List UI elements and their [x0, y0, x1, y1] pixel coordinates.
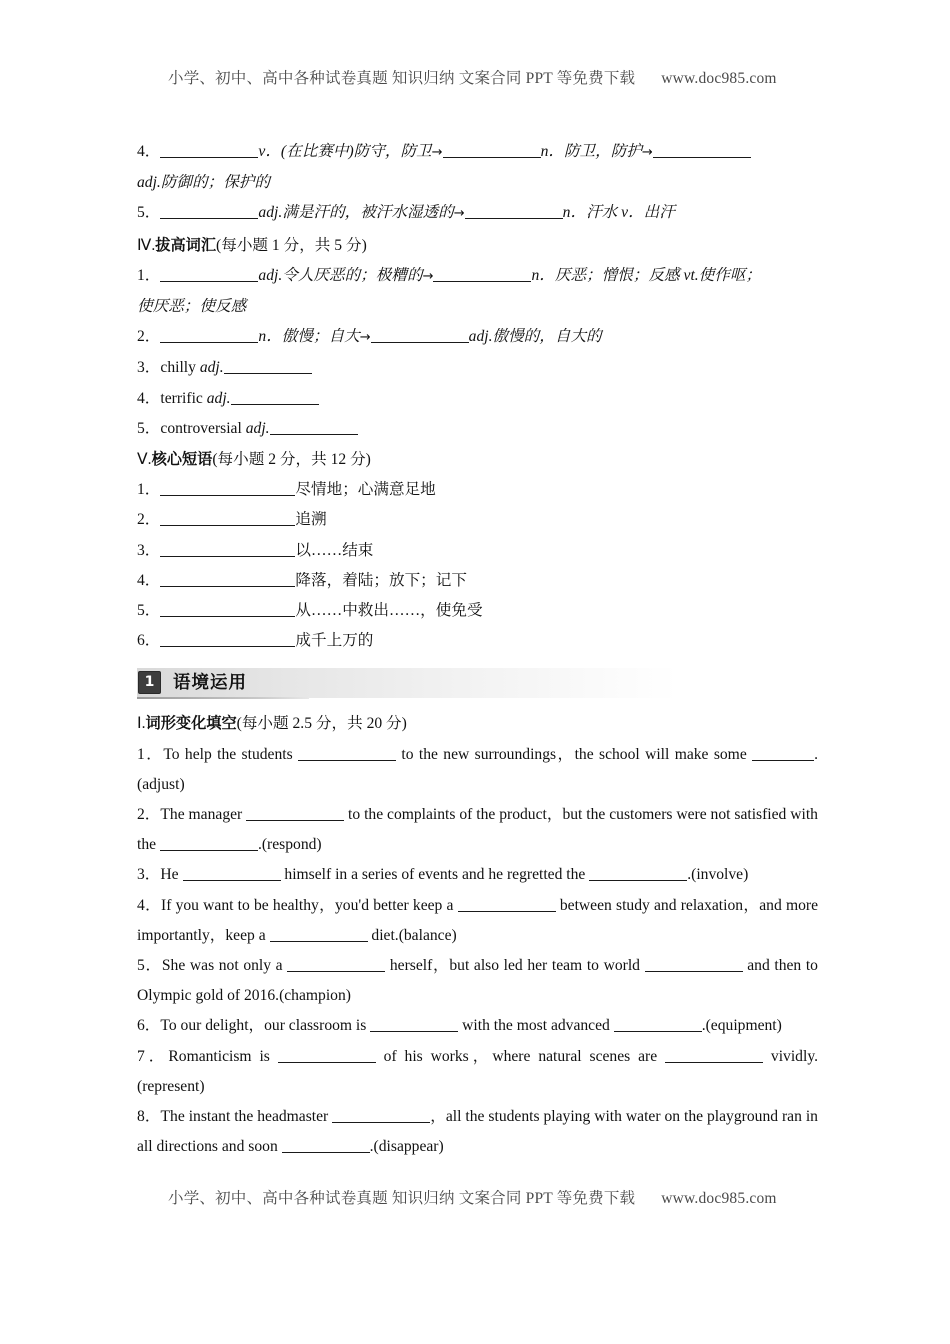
item-text: Romanticism is [168, 1047, 278, 1065]
vocab-item [137, 137, 818, 168]
item-pos: adj. [206, 389, 231, 407]
arrow-icon: → [641, 145, 653, 160]
section-roman: Ⅴ. [137, 451, 152, 469]
item-text: She was not only a [161, 957, 288, 975]
item-pos: adj. [245, 419, 270, 437]
arrow-icon: → [453, 206, 465, 222]
vocab-item [137, 384, 818, 414]
answer-blank[interactable] [653, 144, 751, 158]
item-text: with the most advanced [458, 1017, 614, 1035]
item-text: diet.(balance) [367, 926, 457, 944]
fill-item [137, 1042, 818, 1102]
section-heading-v [137, 444, 818, 475]
item-text: He [160, 866, 183, 884]
answer-blank[interactable] [665, 1049, 763, 1063]
fill-item [137, 891, 818, 951]
item-gloss: adj.满是汗的，被汗水湿透的 [258, 204, 454, 222]
answer-blank[interactable] [160, 633, 295, 647]
item-text: .(respond) [257, 836, 322, 854]
answer-blank[interactable] [160, 482, 295, 496]
item-text: .(disappear) [369, 1138, 444, 1156]
item-gloss: 以……结束 [295, 541, 374, 559]
item-gloss: 成千上万的 [295, 632, 374, 650]
running-header [168, 66, 777, 88]
answer-blank[interactable] [183, 867, 281, 881]
item-gloss: adj.令人厌恶的；极糟的 [258, 266, 423, 284]
item-number: 3． [137, 866, 161, 884]
item-gloss: n．防卫，防护 [540, 143, 642, 160]
vocab-item [137, 322, 818, 353]
running-header-text: 小学、初中、高中各种试卷真题 知识归纳 文案合同 PPT 等免费下载 [168, 70, 636, 87]
phrase-item [137, 626, 818, 656]
item-gloss: n．厌恶；憎恨；反感 vt.使作呕； [531, 266, 762, 284]
item-text: to the new surroundings，the school will make some [396, 745, 753, 763]
answer-blank[interactable] [370, 1018, 458, 1032]
vocab-item [137, 198, 818, 229]
answer-blank[interactable] [287, 958, 385, 972]
item-text: himself in a series of events and he regretted the [280, 866, 590, 884]
answer-blank[interactable] [160, 512, 295, 526]
item-gloss: n．傲慢；自大 [258, 328, 360, 346]
phrase-item [137, 536, 818, 566]
vocab-item [137, 261, 818, 292]
answer-blank[interactable] [298, 747, 396, 761]
item-word: chilly [160, 359, 200, 377]
item-text: To our delight，our classroom is [160, 1017, 371, 1035]
item-number: 4． [137, 571, 161, 589]
section-roman: Ⅰ. [137, 715, 146, 733]
item-number: 7． [137, 1047, 169, 1065]
arrow-icon: → [431, 145, 443, 160]
item-number: 4． [137, 896, 161, 914]
item-text: herself，but also led her team to world [385, 957, 645, 975]
item-text: of his works，where natural scenes are [375, 1047, 666, 1065]
answer-blank[interactable] [270, 928, 368, 942]
answer-blank[interactable] [589, 867, 687, 881]
section-roman: Ⅳ. [137, 236, 156, 254]
running-footer-url: www.doc985.com [661, 1190, 777, 1207]
fill-item [137, 951, 818, 1011]
answer-blank[interactable] [160, 603, 295, 617]
item-text: .(adjust) [137, 745, 819, 793]
item-gloss: 追溯 [295, 511, 327, 529]
item-number: 5． [137, 204, 161, 222]
answer-blank[interactable] [433, 268, 531, 282]
answer-blank[interactable] [160, 543, 295, 557]
answer-blank[interactable] [160, 573, 295, 587]
section-heading-i [137, 708, 818, 739]
section-heading-iv [137, 230, 818, 261]
answer-blank[interactable] [278, 1049, 376, 1063]
item-number: 2． [137, 511, 161, 529]
fill-item [137, 800, 818, 860]
item-number: 6． [137, 632, 161, 650]
answer-blank[interactable] [160, 144, 258, 158]
item-text: .(equipment) [701, 1017, 782, 1035]
item-text: to the complaints of the product，but the customers were not satisfied with the [137, 806, 818, 854]
answer-blank[interactable] [443, 144, 541, 158]
item-number: 2． [137, 806, 161, 824]
vocab-item-cont [137, 168, 818, 198]
item-number: 3． [137, 359, 161, 377]
item-gloss: 降落，着陆；放下；记下 [295, 571, 467, 589]
section-name: 核心短语 [151, 450, 213, 469]
item-text: To help the students [163, 745, 299, 763]
item-word: controversial [160, 419, 246, 437]
item-word: terrific [160, 389, 207, 407]
fill-item [137, 740, 818, 800]
item-number: 8． [137, 1108, 161, 1126]
answer-blank[interactable] [332, 1109, 430, 1123]
fill-item [137, 1102, 818, 1162]
item-gloss: adj.傲慢的，自大的 [468, 328, 602, 346]
running-header-url: www.doc985.com [661, 70, 777, 87]
banner-title: 语境运用 [173, 673, 247, 694]
answer-blank[interactable] [270, 421, 358, 435]
item-number: 5． [137, 419, 161, 437]
fill-item [137, 860, 818, 890]
answer-blank[interactable] [160, 268, 258, 282]
item-number: 3． [137, 541, 161, 559]
phrase-item [137, 566, 818, 596]
item-number: 5． [137, 957, 162, 975]
item-number: 1． [137, 745, 164, 763]
vocab-item-cont [137, 292, 818, 322]
item-gloss: 使厌恶；使反感 [137, 298, 247, 316]
item-number: 5． [137, 602, 161, 620]
vocab-item [137, 414, 818, 444]
item-pos: adj. [199, 359, 224, 377]
answer-blank[interactable] [614, 1018, 702, 1032]
item-text: vividly.(represent) [137, 1047, 818, 1095]
item-number: 2． [137, 328, 161, 346]
item-text: and then to Olympic gold of 2016.(champion) [137, 957, 818, 1005]
item-text: between study and relaxation，and more importantly，keep a [137, 896, 818, 944]
banner-number-badge: 1 [138, 671, 161, 694]
answer-blank[interactable] [752, 747, 814, 761]
item-text: .(involve) [687, 866, 749, 884]
answer-blank[interactable] [224, 360, 312, 374]
answer-blank[interactable] [458, 898, 556, 912]
phrase-item [137, 475, 818, 505]
answer-blank[interactable] [371, 329, 469, 343]
phrase-item [137, 596, 818, 626]
answer-blank[interactable] [645, 958, 743, 972]
item-number: 4． [137, 389, 161, 407]
answer-blank[interactable] [231, 391, 319, 405]
item-text: ，all the students playing with water on the playground ran in all directions and soon [137, 1108, 818, 1156]
item-gloss: 尽情地；心满意足地 [295, 481, 436, 499]
item-number: 4． [137, 143, 161, 160]
answer-blank[interactable] [282, 1139, 370, 1153]
item-number: 1． [137, 266, 161, 284]
section-score: (每小题 1 分，共 5 分) [216, 236, 367, 254]
section-banner [137, 668, 818, 702]
arrow-icon: → [359, 330, 371, 346]
running-footer-text: 小学、初中、高中各种试卷真题 知识归纳 文案合同 PPT 等免费下载 [168, 1190, 636, 1207]
answer-blank[interactable] [246, 807, 344, 821]
arrow-icon: → [422, 268, 434, 284]
item-gloss: v．(在比赛中)防守，防卫 [258, 143, 432, 160]
item-number: 6． [137, 1017, 161, 1035]
phrase-item [137, 505, 818, 535]
answer-blank[interactable] [160, 205, 258, 219]
item-gloss: 从……中救出……，使免受 [295, 602, 483, 620]
vocab-item [137, 353, 818, 383]
section-score: (每小题 2 分，共 12 分) [212, 451, 371, 469]
running-footer [168, 1186, 777, 1208]
section-name: 词形变化填空 [145, 714, 237, 733]
item-text: The instant the headmaster [160, 1108, 333, 1126]
item-gloss: n．汗水 v．出汗 [562, 204, 675, 222]
answer-blank[interactable] [160, 837, 258, 851]
item-number: 1． [137, 481, 161, 499]
banner-underline [137, 697, 309, 699]
content-column [137, 137, 818, 1163]
item-text: The manager [160, 806, 247, 824]
item-text: If you want to be healthy，you'd better keep a [161, 896, 458, 914]
fill-item [137, 1011, 818, 1041]
section-name: 拔高词汇 [155, 235, 217, 254]
section-score: (每小题 2.5 分，共 20 分) [236, 715, 407, 733]
item-gloss: adj.防御的；保护的 [137, 174, 270, 192]
answer-blank[interactable] [160, 329, 258, 343]
answer-blank[interactable] [465, 205, 563, 219]
